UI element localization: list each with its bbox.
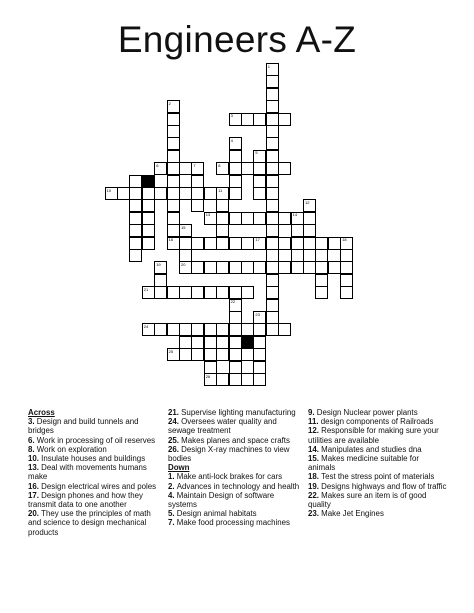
grid-cell[interactable] [216, 336, 229, 349]
grid-cell[interactable] [216, 224, 229, 237]
clue-number: 12. [308, 426, 322, 436]
grid-cell[interactable] [179, 348, 192, 361]
grid-cell[interactable] [291, 237, 304, 250]
grid-cell[interactable] [167, 113, 180, 126]
grid-cell[interactable] [204, 348, 217, 361]
grid-cell[interactable] [167, 175, 180, 188]
grid-cell[interactable] [291, 224, 304, 237]
clue-number-label: 11 [218, 187, 223, 193]
grid-cell[interactable] [167, 323, 180, 336]
clue-text: Makes medicine suitable for animals [308, 454, 419, 473]
clue-number-label: 10 [106, 187, 112, 193]
grid-cell[interactable] [179, 237, 192, 250]
grid-cell[interactable] [266, 212, 279, 225]
grid-cell[interactable] [216, 373, 229, 386]
grid-cell[interactable] [179, 162, 192, 175]
grid-cell[interactable] [266, 224, 279, 237]
grid-cell[interactable] [204, 361, 217, 374]
clue-number: 18. [308, 472, 322, 482]
grid-cell[interactable] [253, 150, 266, 163]
clue-item [28, 454, 164, 463]
grid-cell[interactable] [266, 311, 279, 324]
grid-cell[interactable] [129, 175, 142, 188]
grid-cell[interactable] [167, 212, 180, 225]
grid-cell[interactable] [278, 261, 291, 274]
clue-number: 6. [28, 435, 37, 445]
clue-text: Make food processing machines [176, 518, 290, 528]
clue-number-label: 13 [205, 212, 211, 218]
grid-cell[interactable] [266, 286, 279, 299]
clue-item [168, 482, 304, 491]
clue-number: 9. [308, 408, 317, 417]
grid-cell[interactable] [167, 162, 180, 175]
grid-cell[interactable] [266, 323, 279, 336]
clue-text: Advances in technology and health [176, 481, 300, 491]
grid-cell[interactable] [129, 187, 142, 200]
grid-cell[interactable] [303, 212, 316, 225]
grid-cell[interactable] [315, 249, 328, 262]
across-heading: Across [28, 408, 55, 417]
grid-cell[interactable] [154, 187, 167, 200]
grid-cell[interactable] [191, 199, 204, 212]
clue-number-label: 14 [292, 212, 298, 218]
clue-item [168, 445, 304, 463]
grid-cell[interactable] [154, 323, 167, 336]
grid-cell[interactable] [229, 336, 242, 349]
clue-number: 20. [28, 509, 42, 519]
grid-cell[interactable] [241, 261, 254, 274]
grid-cell[interactable] [204, 373, 217, 386]
clue-number: 17. [28, 490, 42, 500]
clue-number: 21. [168, 408, 182, 417]
grid-cell[interactable] [291, 261, 304, 274]
grid-cell[interactable] [117, 187, 130, 200]
clue-number: 11. [308, 417, 321, 427]
grid-cell[interactable] [241, 348, 254, 361]
grid-cell[interactable] [129, 224, 142, 237]
grid-cell[interactable] [328, 237, 341, 250]
clue-text: Makes sure an item is of good quality [308, 490, 427, 510]
grid-cell[interactable] [167, 199, 180, 212]
clue-text: They use the principles of math and science to design mechanical products [28, 509, 151, 537]
grid-cell[interactable] [266, 150, 279, 163]
grid-cell[interactable] [328, 261, 341, 274]
clue-number: 24. [168, 417, 182, 427]
clue-number: 16. [28, 481, 42, 491]
clue-item [168, 436, 304, 445]
grid-cell[interactable] [229, 348, 242, 361]
clue-text: Design phones and how they transmit data to one another [28, 490, 143, 510]
grid-cell[interactable] [204, 187, 217, 200]
clue-text: Design electrical wires and poles [41, 481, 157, 491]
clue-number: 14. [308, 444, 322, 454]
grid-cell[interactable] [253, 162, 266, 175]
grid-cell[interactable] [216, 212, 229, 225]
grid-cell[interactable] [229, 261, 242, 274]
clue-text: Insulate houses and buildings [41, 454, 146, 464]
grid-cell[interactable] [241, 113, 254, 126]
clue-number: 2. [168, 481, 177, 491]
clue-text: Design X-ray machines to view bodies [168, 444, 290, 464]
grid-cell[interactable] [229, 212, 242, 225]
grid-cell[interactable] [303, 237, 316, 250]
grid-cell[interactable] [291, 212, 304, 225]
grid-cell[interactable] [154, 274, 167, 287]
grid-cell[interactable] [266, 63, 279, 76]
clue-number-label: 23 [255, 311, 260, 317]
clue-number-label: 4 [230, 137, 233, 143]
clue-text: Work on exploration [36, 444, 107, 454]
clue-number: 1. [168, 472, 177, 482]
grid-cell[interactable] [253, 187, 266, 200]
grid-cell[interactable] [167, 125, 180, 138]
grid-cell[interactable] [142, 323, 155, 336]
grid-cell[interactable] [253, 336, 266, 349]
clue-item [28, 491, 164, 509]
clue-item [308, 408, 448, 417]
clue-text: Design and build tunnels and bridges [28, 417, 139, 436]
clue-text: design components of Railroads [320, 417, 434, 427]
grid-cell[interactable] [179, 286, 192, 299]
clue-text: Oversees water quality and sewage treatment [168, 417, 277, 436]
clue-number-label: 12 [305, 199, 310, 205]
clue-item [28, 463, 164, 481]
clue-number-label: 24 [143, 323, 149, 329]
grid-cell[interactable] [315, 286, 328, 299]
grid-cell[interactable] [191, 286, 204, 299]
grid-cell[interactable] [303, 261, 316, 274]
clue-text: Responsible for making sure your utilities are available [308, 426, 439, 445]
clue-item [168, 509, 304, 518]
grid-cell[interactable] [216, 162, 229, 175]
grid-cell[interactable] [278, 113, 291, 126]
grid-cell[interactable] [266, 249, 279, 262]
grid-cell[interactable] [216, 187, 229, 200]
grid-cell[interactable] [191, 323, 204, 336]
grid-cell[interactable] [266, 261, 279, 274]
grid-cell[interactable] [303, 224, 316, 237]
grid-cell[interactable] [241, 323, 254, 336]
clue-item [168, 472, 304, 481]
grid-cell[interactable] [241, 162, 254, 175]
grid-cell[interactable] [179, 323, 192, 336]
grid-cell[interactable] [241, 212, 254, 225]
clue-item [308, 509, 448, 518]
grid-cell[interactable] [266, 100, 279, 113]
clue-number-label: 8 [218, 162, 221, 168]
grid-cell[interactable] [129, 237, 142, 250]
clue-item [308, 472, 448, 481]
clue-number-label: 7 [193, 162, 196, 168]
grid-cell[interactable] [340, 274, 353, 287]
grid-cell[interactable] [315, 237, 328, 250]
grid-cell[interactable] [340, 261, 353, 274]
clue-number-label: 15 [181, 224, 186, 230]
grid-cell[interactable] [204, 212, 217, 225]
grid-cell[interactable] [266, 75, 279, 88]
clue-number-label: 25 [168, 348, 174, 354]
grid-cell[interactable] [191, 336, 204, 349]
grid-cell[interactable] [266, 125, 279, 138]
grid-cell[interactable] [105, 187, 118, 200]
grid-cell[interactable] [266, 137, 279, 150]
clue-number-label: 21 [143, 286, 149, 292]
down-heading: Down [168, 463, 190, 473]
clue-text: Makes planes and space crafts [181, 435, 290, 445]
grid-cell[interactable] [216, 348, 229, 361]
grid-cell[interactable] [253, 323, 266, 336]
grid-cell[interactable] [167, 237, 180, 250]
clue-text: Deal with movements humans make [28, 463, 147, 482]
clue-item [308, 426, 448, 444]
grid-cell[interactable] [204, 261, 217, 274]
grid-cell[interactable] [191, 237, 204, 250]
clues-column-1 [28, 408, 164, 537]
grid-cell[interactable] [129, 212, 142, 225]
grid-cell[interactable] [266, 88, 279, 101]
clue-text: Make anti-lock brakes for cars [176, 472, 283, 482]
clue-item [308, 482, 448, 491]
grid-cell[interactable] [142, 237, 155, 250]
grid-cell[interactable] [142, 187, 155, 200]
grid-cell[interactable] [229, 162, 242, 175]
grid-cell[interactable] [216, 261, 229, 274]
grid-cell[interactable] [204, 323, 217, 336]
grid-cell[interactable] [229, 323, 242, 336]
grid-cell[interactable] [278, 162, 291, 175]
grid-cell[interactable] [229, 137, 242, 150]
clue-number: 22. [308, 490, 322, 500]
clue-number: 5. [168, 509, 177, 519]
grid-cell[interactable] [266, 162, 279, 175]
grid-cell[interactable] [303, 199, 316, 212]
clue-text: Designs highways and flow of traffic [321, 481, 447, 491]
grid-cell[interactable] [154, 286, 167, 299]
grid-cell[interactable] [278, 323, 291, 336]
clue-number: 8. [28, 444, 37, 454]
clue-number: 7. [168, 518, 177, 528]
black-square [142, 175, 155, 188]
grid-cell[interactable] [191, 175, 204, 188]
clue-text: Design Nuclear power plants [316, 408, 418, 417]
grid-cell[interactable] [229, 187, 242, 200]
clue-number-label: 26 [205, 373, 211, 379]
clue-item [168, 518, 304, 527]
clue-number-label: 20 [181, 261, 186, 267]
clue-number-label: 18 [342, 237, 347, 243]
grid-cell[interactable] [278, 212, 291, 225]
clue-item [28, 417, 164, 435]
grid-cell[interactable] [315, 261, 328, 274]
grid-cell[interactable] [179, 336, 192, 349]
clue-number-label: 6 [156, 162, 159, 168]
grid-cell[interactable] [340, 286, 353, 299]
clues-column-3 [308, 408, 448, 518]
clue-item [28, 482, 164, 491]
clue-number: 10. [28, 454, 42, 464]
clue-number: 26. [168, 444, 182, 454]
clue-item [308, 491, 448, 509]
grid-cell[interactable] [340, 249, 353, 262]
grid-cell[interactable] [142, 286, 155, 299]
grid-cell[interactable] [229, 311, 242, 324]
grid-cell[interactable] [266, 175, 279, 188]
clue-text: Work in processing of oil reserves [36, 435, 156, 445]
puzzle-title: Engineers A-Z [117, 19, 357, 60]
grid-cell[interactable] [229, 113, 242, 126]
clue-text: Manipulates and studies dna [321, 444, 422, 454]
grid-cell[interactable] [229, 237, 242, 250]
grid-cell[interactable] [191, 348, 204, 361]
grid-cell[interactable] [266, 237, 279, 250]
grid-cell[interactable] [167, 100, 180, 113]
grid-cell[interactable] [204, 336, 217, 349]
grid-cell[interactable] [167, 187, 180, 200]
grid-cell[interactable] [154, 261, 167, 274]
black-square [241, 336, 254, 349]
clue-number-label: 3 [230, 113, 233, 119]
grid-cell[interactable] [204, 286, 217, 299]
grid-cell[interactable] [154, 162, 167, 175]
clue-number-label: 2 [168, 100, 171, 106]
clue-text: Test the stress point of materials [321, 472, 435, 482]
grid-cell[interactable] [253, 212, 266, 225]
grid-cell[interactable] [253, 261, 266, 274]
grid-cell[interactable] [142, 224, 155, 237]
grid-cell[interactable] [241, 286, 254, 299]
clue-number: 25. [168, 435, 182, 445]
clue-item [308, 417, 448, 426]
grid-cell[interactable] [266, 299, 279, 312]
grid-cell[interactable] [191, 187, 204, 200]
clue-number: 13. [28, 463, 42, 473]
grid-cell[interactable] [229, 286, 242, 299]
grid-cell[interactable] [216, 323, 229, 336]
grid-cell[interactable] [167, 224, 180, 237]
grid-cell[interactable] [315, 274, 328, 287]
grid-cell[interactable] [129, 249, 142, 262]
grid-cell[interactable] [216, 237, 229, 250]
clue-item [168, 408, 304, 417]
clue-item [308, 445, 448, 454]
grid-cell[interactable] [167, 137, 180, 150]
grid-cell[interactable] [253, 237, 266, 250]
grid-cell[interactable] [179, 261, 192, 274]
clue-item [168, 491, 304, 509]
grid-cell[interactable] [167, 286, 180, 299]
clue-item [28, 509, 164, 537]
grid-cell[interactable] [167, 150, 180, 163]
grid-cell[interactable] [142, 212, 155, 225]
clue-number-label: 16 [168, 237, 174, 243]
grid-cell[interactable] [229, 361, 242, 374]
clue-number-label: 22 [230, 299, 236, 305]
grid-cell[interactable] [216, 286, 229, 299]
grid-cell[interactable] [266, 274, 279, 287]
grid-cell[interactable] [204, 237, 217, 250]
grid-cell[interactable] [229, 150, 242, 163]
grid-cell[interactable] [253, 373, 266, 386]
clue-number: 19. [308, 481, 322, 491]
grid-cell[interactable] [291, 249, 304, 262]
grid-cell[interactable] [191, 261, 204, 274]
grid-cell[interactable] [142, 199, 155, 212]
grid-cell[interactable] [303, 249, 316, 262]
grid-cell[interactable] [253, 311, 266, 324]
grid-cell[interactable] [229, 373, 242, 386]
grid-cell[interactable] [216, 199, 229, 212]
clue-number: 4. [168, 490, 177, 500]
clue-item [28, 436, 164, 445]
clue-text: Supervise lighting manufacturing [181, 408, 296, 417]
clue-number-label: 17 [255, 237, 260, 243]
grid-cell[interactable] [179, 187, 192, 200]
clue-number: 23. [308, 509, 322, 519]
grid-cell[interactable] [129, 199, 142, 212]
clue-text: Design animal habitats [176, 509, 257, 519]
grid-cell[interactable] [241, 237, 254, 250]
clue-number: 15. [308, 454, 322, 464]
clue-number-label: 5 [255, 150, 258, 156]
grid-cell[interactable] [266, 113, 279, 126]
grid-cell[interactable] [179, 224, 192, 237]
clue-number-label: 1 [267, 63, 271, 69]
grid-cell[interactable] [241, 373, 254, 386]
clues-column-2 [168, 408, 304, 528]
grid-cell[interactable] [191, 162, 204, 175]
clue-number: 3. [28, 417, 37, 427]
clue-text: Maintain Design of software systems [168, 490, 275, 510]
grid-cell[interactable] [340, 237, 353, 250]
clue-item [308, 454, 448, 472]
grid-cell[interactable] [253, 113, 266, 126]
grid-cell[interactable] [266, 187, 279, 200]
grid-cell[interactable] [266, 199, 279, 212]
grid-cell[interactable] [179, 249, 192, 262]
grid-cell[interactable] [253, 361, 266, 374]
grid-cell[interactable] [229, 299, 242, 312]
grid-cell[interactable] [253, 175, 266, 188]
clue-text: Make Jet Engines [321, 509, 384, 519]
clue-item [28, 445, 164, 454]
grid-cell[interactable] [278, 237, 291, 250]
grid-cell[interactable] [253, 348, 266, 361]
clue-item [168, 417, 304, 435]
clue-number-label: 19 [156, 261, 161, 267]
grid-cell[interactable] [167, 348, 180, 361]
grid-cell[interactable] [229, 175, 242, 188]
